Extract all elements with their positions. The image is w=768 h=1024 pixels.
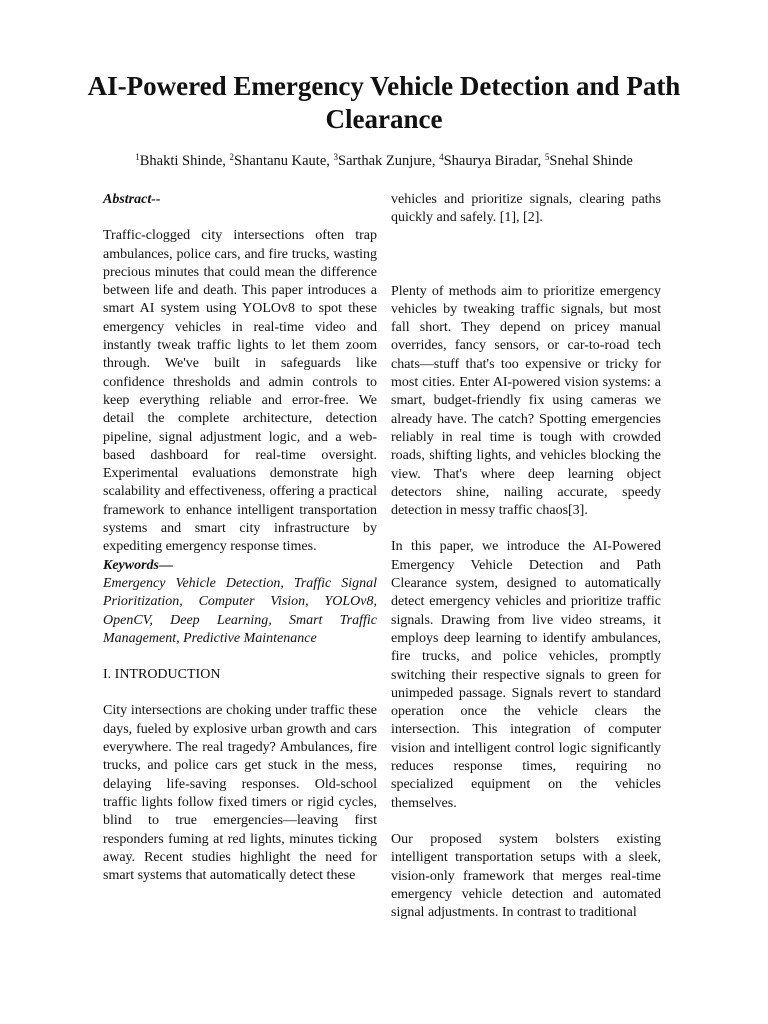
intro-paragraph-1: City intersections are choking under traffic these days, fueled by explosive urban growth and cars everywhere. The real tragedy? Ambulances, fire trucks, and police cars get stuck in the mess, delaying life-saving responses. Old-school traffic lights follow fixed timers or rigid cycles, blind to true emergencies—leaving first responders fuming at red lights, minutes ticking away. Recent studies highlight the need for smart systems that automatically detect these xyxy=(103,703,377,884)
intro-paragraph-1-continued: vehicles and prioritize signals, clearing paths quickly and safely. [1], [2]. xyxy=(391,192,661,226)
author-list: $^1$Bhakti Shinde, $^2$Shantanu Kaute, $^3$Sarthak Zunjure, $^4$Shaurya Biradar, $^5$Snehal Shinde xyxy=(135,152,633,169)
author-number: 4 xyxy=(439,152,444,162)
intro-paragraph-2: Plenty of methods aim to prioritize emergency vehicles by tweaking traffic signals, but most fall short. They depend on pricey manual overrides, fancy sensors, or car-to-road tech chats—stuff that's too expensive or tricky for most cities. Enter AI-powered vision systems: a smart, budget-friendly fix using cameras we already have. The catch? Spotting emergencies reliably in real time is tough with crowded roads, shifting lights, and vehicles blocking the view. That's where deep learning object detectors shine, nailing accurate, speedy detection in messy traffic chaos[3]. xyxy=(391,283,661,519)
abstract-heading: Abstract-- xyxy=(103,192,161,207)
author xyxy=(545,153,633,169)
author-number: 1 xyxy=(135,152,140,162)
keywords-text: Emergency Vehicle Detection, Traffic Signal Prioritization, Computer Vision, YOLOv8, OpenCV, Deep Learning, Smart Traffic Management, Predictive Maintenance xyxy=(103,575,377,646)
author-name: Shaurya Biradar xyxy=(443,153,538,169)
author xyxy=(230,153,327,169)
author xyxy=(135,153,222,169)
left-column xyxy=(103,191,377,885)
intro-paragraph-4: Our proposed system bolsters existing intelligent transportation setups with a sleek, vision-only framework that merges real-time emergency vehicle detection and automated signal adjustments. In contrast to traditional xyxy=(391,831,661,921)
author-name: Bhakti Shinde xyxy=(139,153,223,169)
author xyxy=(439,153,538,169)
author-name: Sarthak Zunjure xyxy=(338,153,432,169)
author-name: Shantanu Kaute xyxy=(234,153,327,169)
author-name: Snehal Shinde xyxy=(549,153,633,169)
keywords-heading: Keywords— xyxy=(103,557,173,573)
right-column xyxy=(391,191,661,922)
intro-paragraph-3: In this paper, we introduce the AI-Powered Emergency Vehicle Detection and Path Clearance system, designed to automatically detect emergency vehicles and prioritize traffic signals. Drawing from live video streams, it employs deep learning to identify ambulances, fire trucks, and police vehicles, promptly switching their respective signals to green for unimpeded passage. Signals revert to standard operation once the vehicle clears the intersection. This integration of computer vision and intelligent control logic significantly reduces response times, requiring no specialized equipment on the vehicles themselves. xyxy=(391,539,661,811)
author-number: 2 xyxy=(229,152,235,162)
author-number: 5 xyxy=(544,152,550,162)
author xyxy=(334,153,432,169)
paper-title: AI-Powered Emergency Vehicle Detection and Path Clearance xyxy=(87,71,681,134)
abstract-text: Traffic-clogged city intersections often trap ambulances, police cars, and fire trucks, wasting precious minutes that could mean the difference between life and death. This paper introduces a smart AI system using YOLOv8 to spot these emergency vehicles in real-time video and instantly tweak traffic lights to let them zoom through. We've built in safeguards like confidence thresholds and admin controls to keep everything reliable and error-free. We detail the complete architecture, detection pipeline, signal adjustment logic, and a web-based dashboard for real-time oversight. Experimental evaluations demonstrate high scalability and effectiveness, offering a practical framework to enhance intelligent transportation systems and smart city infrastructure by expediting emergency response times. xyxy=(103,228,377,555)
section-heading-introduction: I. INTRODUCTION xyxy=(103,667,221,683)
author-number: 3 xyxy=(333,152,339,162)
